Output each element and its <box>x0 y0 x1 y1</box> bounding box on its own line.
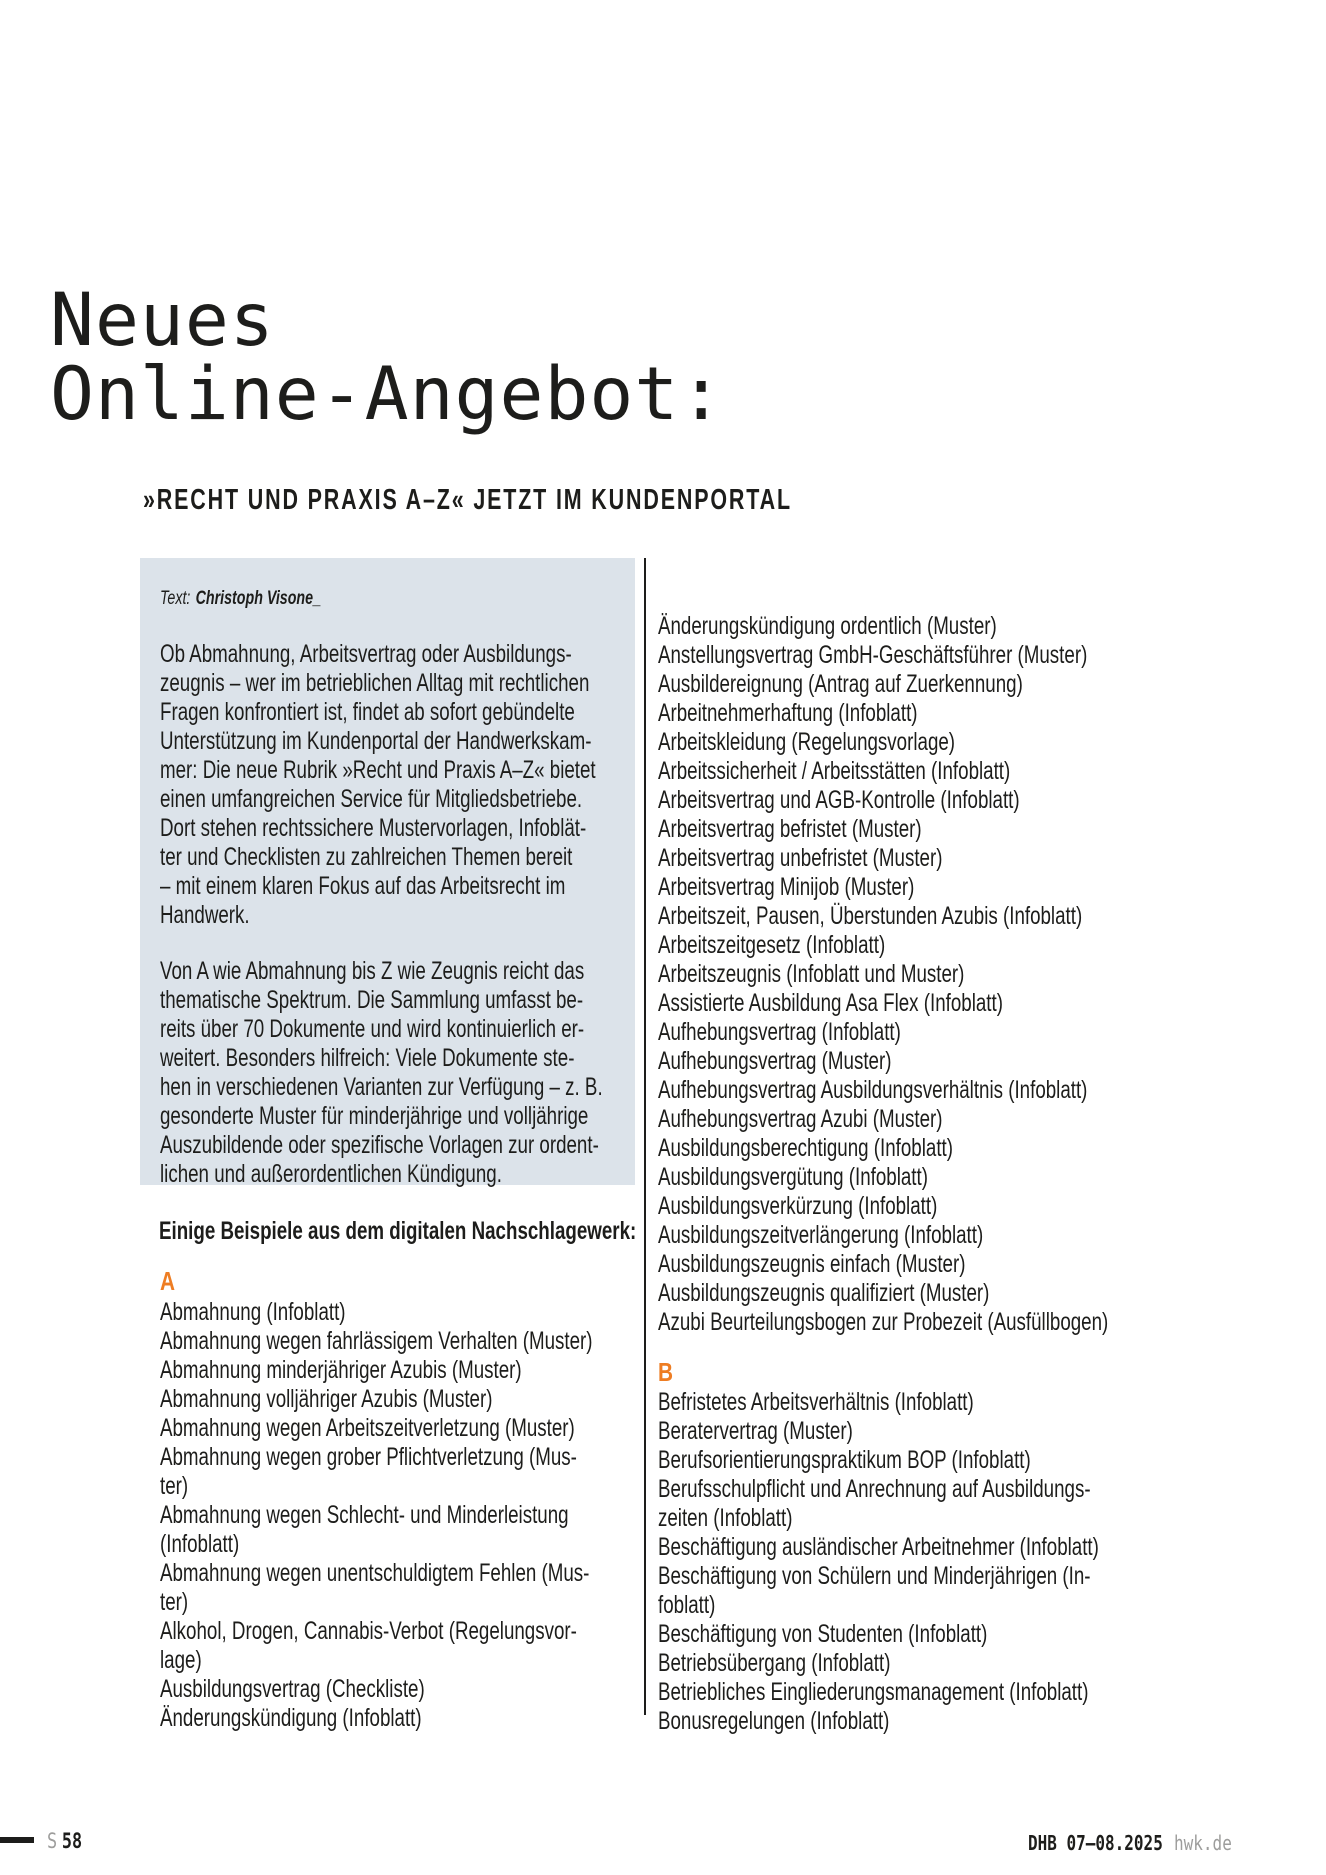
page-title-line-2: Online-Angebot: <box>50 352 725 437</box>
text-line: Arbeitnehmerhaftung (Infoblatt) <box>658 699 918 727</box>
text-line: Berufsschulpflicht und Anrechnung auf Ausbildungs- <box>658 1475 1091 1503</box>
text-line: Aufhebungsvertrag Ausbildungsverhältnis (Infoblatt) <box>658 1076 1088 1104</box>
text-line: Ausbildungszeitverlängerung (Infoblatt) <box>658 1221 984 1249</box>
text-line: Assistierte Ausbildung Asa Flex (Infoblatt) <box>658 989 1003 1017</box>
page-title-line-1: Neues <box>50 278 275 363</box>
text-line: Arbeitszeit, Pausen, Überstunden Azubis (Infoblatt) <box>658 902 1083 930</box>
text-line: Abmahnung wegen unentschuldigtem Fehlen (Mus- <box>160 1559 590 1587</box>
text-line: Auszubildende oder spezifische Vorlagen zur ordent- <box>160 1131 599 1159</box>
text-line: Ausbildungszeugnis einfach (Muster) <box>658 1250 966 1278</box>
text-line: Beschäftigung von Studenten (Infoblatt) <box>658 1620 988 1648</box>
section-letter-b: B <box>658 1357 674 1387</box>
right-column <box>658 612 1258 1736</box>
text-line: Dort stehen rechtssichere Mustervorlagen, Infoblät- <box>160 814 587 842</box>
text-line: Arbeitskleidung (Regelungsvorlage) <box>658 728 956 756</box>
byline-underscore: _ <box>313 588 322 609</box>
text-line: mer: Die neue Rubrik »Recht und Praxis A–Z« bietet <box>160 756 596 784</box>
text-line: Ob Abmahnung, Arbeitsvertrag oder Ausbildungs- <box>160 640 572 668</box>
text-line: (Infoblatt) <box>160 1530 240 1558</box>
text-line: Abmahnung volljähriger Azubis (Muster) <box>160 1385 493 1413</box>
text-line: Ausbildungsverkürzung (Infoblatt) <box>658 1192 938 1220</box>
text-line: Arbeitsvertrag und AGB-Kontrolle (Infoblatt) <box>658 786 1020 814</box>
text-line: Arbeitszeitgesetz (Infoblatt) <box>658 931 886 959</box>
text-line: Alkohol, Drogen, Cannabis-Verbot (Regelungsvor- <box>160 1617 577 1645</box>
text-line: thematische Spektrum. Die Sammlung umfasst be- <box>160 986 584 1014</box>
text-line: Handwerk. <box>160 901 250 929</box>
text-line: Befristetes Arbeitsverhältnis (Infoblatt) <box>658 1388 974 1416</box>
text-line: Beschäftigung von Schülern und Minderjährigen (In- <box>658 1562 1091 1590</box>
footer-website: hwk.de <box>1174 1831 1232 1855</box>
text-line: Abmahnung wegen Schlecht- und Minderleistung <box>160 1501 569 1529</box>
text-line: Ausbildungsvertrag (Checkliste) <box>160 1675 425 1703</box>
text-line: Arbeitsvertrag befristet (Muster) <box>658 815 922 843</box>
byline-author: Christoph Visone <box>195 588 314 609</box>
text-line: Arbeitsvertrag Minijob (Muster) <box>658 873 915 901</box>
text-line: Ausbildungszeugnis qualifiziert (Muster) <box>658 1279 990 1307</box>
text-line: – mit einem klaren Fokus auf das Arbeitsrecht im <box>160 872 566 900</box>
text-line: reits über 70 Dokumente und wird kontinuierlich er- <box>160 1015 585 1043</box>
text-line: Aufhebungsvertrag (Infoblatt) <box>658 1018 901 1046</box>
list-section-a-left-column <box>160 1298 737 1733</box>
text-line: einen umfangreichen Service für Mitgliedsbetriebe. <box>160 785 583 813</box>
footer-page-label: S <box>47 1829 58 1853</box>
text-line: Abmahnung wegen Arbeitszeitverletzung (Muster) <box>160 1414 575 1442</box>
text-line: Betriebliches Eingliederungsmanagement (Infoblatt) <box>658 1678 1089 1706</box>
text-line: Beratervertrag (Muster) <box>658 1417 853 1445</box>
text-line: foblatt) <box>658 1591 716 1619</box>
examples-heading: Einige Beispiele aus dem digitalen Nachschlagewerk: <box>159 1217 637 1245</box>
text-line: Anstellungsvertrag GmbH-Geschäftsführer (Muster) <box>658 641 1088 669</box>
text-line: Ausbildereignung (Antrag auf Zuerkennung) <box>658 670 1023 698</box>
footer-page-indicator <box>47 1831 82 1852</box>
intro-paragraph-1 <box>160 640 741 930</box>
text-line: Abmahnung wegen fahrlässigem Verhalten (Muster) <box>160 1327 593 1355</box>
text-line: lage) <box>160 1646 202 1674</box>
text-line: Änderungskündigung (Infoblatt) <box>160 1704 422 1732</box>
text-line: Azubi Beurteilungsbogen zur Probezeit (Ausfüllbogen) <box>658 1308 1109 1336</box>
text-line: lichen und außerordentlichen Kündigung. <box>160 1160 502 1188</box>
text-line: Ausbildungsvergütung (Infoblatt) <box>658 1163 928 1191</box>
text-line: Unterstützung im Kundenportal der Handwerkskam- <box>160 727 592 755</box>
footer-issue: DHB 07–08.2025 <box>1028 1831 1163 1855</box>
text-line: ter) <box>160 1472 189 1500</box>
page-subtitle: »RECHT UND PRAXIS A–Z« JETZT IM KUNDENPORTAL <box>143 484 792 516</box>
text-line: Berufsorientierungspraktikum BOP (Infoblatt) <box>658 1446 1031 1474</box>
text-line: zeiten (Infoblatt) <box>658 1504 793 1532</box>
text-line: Ausbildungsberechtigung (Infoblatt) <box>658 1134 953 1162</box>
section-letter-a: A <box>160 1266 176 1296</box>
text-line: Änderungskündigung ordentlich (Muster) <box>658 612 997 640</box>
text-line: ter) <box>160 1588 189 1616</box>
text-line: Abmahnung wegen grober Pflichtverletzung (Mus- <box>160 1443 577 1471</box>
text-line: Aufhebungsvertrag (Muster) <box>658 1047 892 1075</box>
footer-issue-info <box>1028 1833 1232 1853</box>
text-line: Arbeitszeugnis (Infoblatt und Muster) <box>658 960 965 988</box>
text-line: Betriebsübergang (Infoblatt) <box>658 1649 891 1677</box>
text-line: zeugnis – wer im betrieblichen Alltag mit rechtlichen <box>160 669 590 697</box>
text-line: Arbeitsvertrag unbefristet (Muster) <box>658 844 943 872</box>
text-line: hen in verschiedenen Varianten zur Verfügung – z. B. <box>160 1073 603 1101</box>
text-line: Abmahnung (Infoblatt) <box>160 1298 346 1326</box>
text-line: Abmahnung minderjähriger Azubis (Muster) <box>160 1356 522 1384</box>
text-line: gesonderte Muster für minderjährige und volljährige <box>160 1102 589 1130</box>
footer-left-dash <box>0 1837 34 1843</box>
list-section-b <box>658 1388 1258 1736</box>
text-line: weitert. Besonders hilfreich: Viele Dokumente ste- <box>160 1044 575 1072</box>
text-line: Von A wie Abmahnung bis Z wie Zeugnis reicht das <box>160 957 585 985</box>
byline <box>160 588 321 610</box>
text-line: Beschäftigung ausländischer Arbeitnehmer (Infoblatt) <box>658 1533 1099 1561</box>
text-line: Aufhebungsvertrag Azubi (Muster) <box>658 1105 943 1133</box>
text-line: Bonusregelungen (Infoblatt) <box>658 1707 890 1735</box>
list-section-a-right-column <box>658 612 1258 1337</box>
intro-highlight-box <box>140 558 635 1188</box>
footer-page-number: 58 <box>61 1829 83 1853</box>
text-line: Fragen konfrontiert ist, findet ab sofort gebündelte <box>160 698 575 726</box>
text-line: ter und Checklisten zu zahlreichen Themen bereit <box>160 843 573 871</box>
byline-label: Text: <box>160 588 191 609</box>
text-line: Arbeitssicherheit / Arbeitsstätten (Infoblatt) <box>658 757 1011 785</box>
